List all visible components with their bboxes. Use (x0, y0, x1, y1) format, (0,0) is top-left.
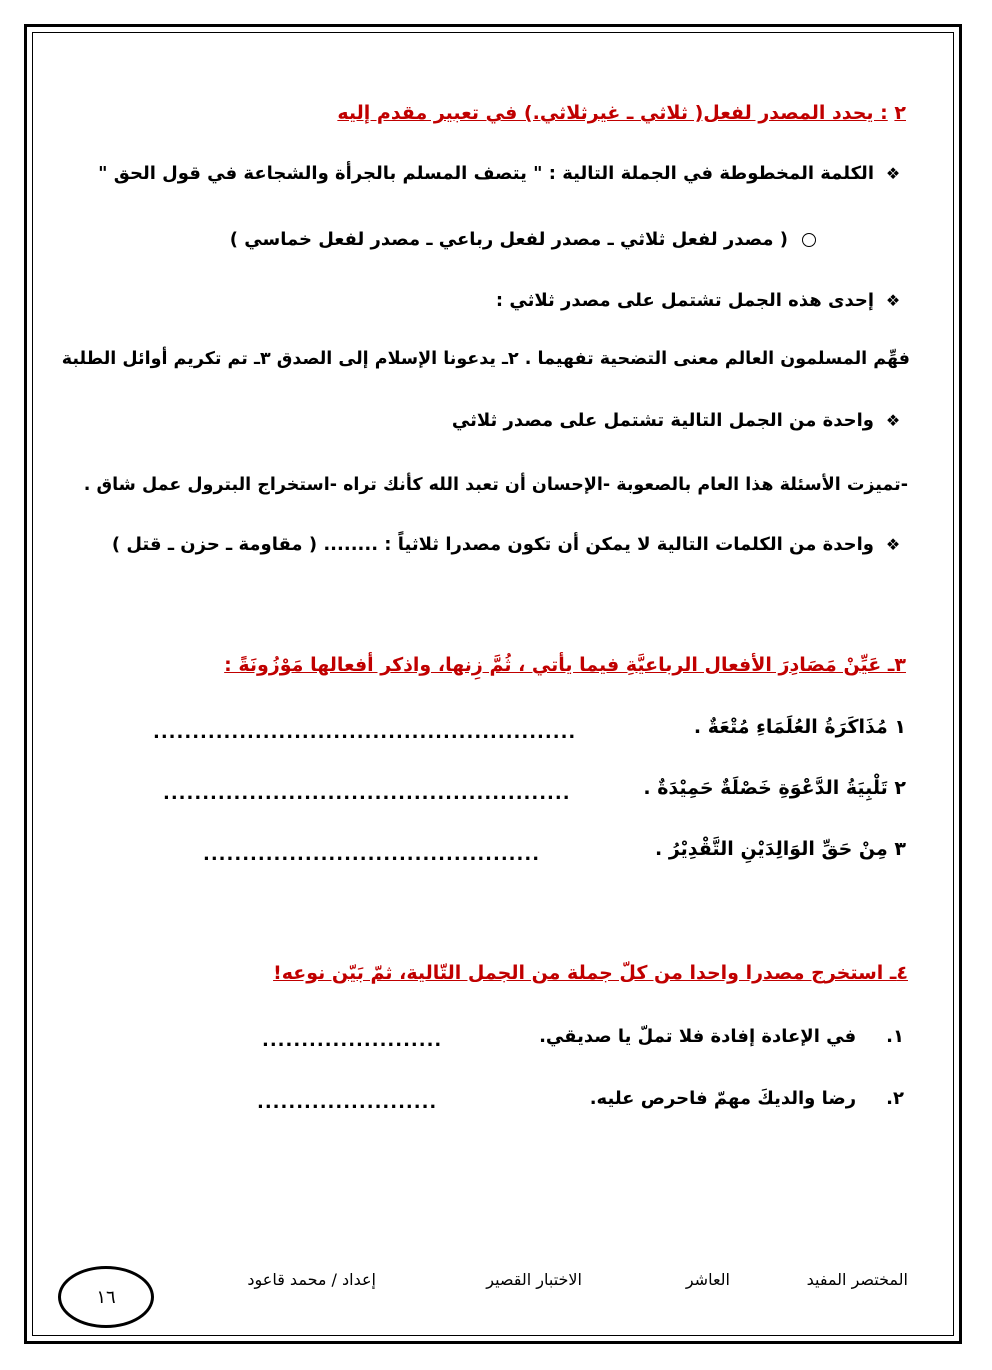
q2-item4: ❖واحدة من الكلمات التالية لا يمكن أن تكون مصدرا ثلاثياً : ........ ( مقاومة ـ حزن ـ قتل ) (112, 534, 904, 555)
q4-title: ٤ـ استخرج مصدرا واحدا من كلّ جملة من الجمل التّالية، ثمّ بَيّن نوعه! (273, 962, 908, 984)
answer-line[interactable]: ....................... (262, 1030, 443, 1051)
q2-item3: ❖واحدة من الجمل التالية تشتمل على مصدر ثلاثي (452, 410, 904, 431)
q4-item-2-number: ٢. (886, 1088, 904, 1109)
q4-item-1-number: ١. (886, 1026, 904, 1047)
q3-title: ٣ـ عَيِّنْ مَصَادِرَ الأفعال الرباعيَّةِ فيما يأتي ، ثُمَّ زِنها، واذكر أفعالها مَوْزُونَةً : (224, 654, 906, 676)
q4-item-2: ٢.رضا والديكَ مهمّ فاحرص عليه. (589, 1088, 904, 1109)
diamond-bullet-icon: ❖ (885, 164, 901, 183)
q3-item-2: ٢ تَلْبِيَةُ الدَّعْوَةِ خَصْلَةٌ حَمِيْدَةٌ . (643, 777, 906, 799)
page-border-inner (32, 32, 954, 1336)
answer-line[interactable]: ........................................... (203, 844, 541, 865)
footer-exam: الاختبار القصير (486, 1270, 582, 1289)
q3-item-3: ٣ مِنْ حَقِّ الوَالِدَيْنِ التَّقْدِيْرُ . (654, 838, 906, 860)
footer-book-title: المختصر المفيد (806, 1270, 908, 1289)
q2-item2-sentences: فهِّم المسلمون العالم معنى التضحية تفهيما . ٢ـ يدعونا الإسلام إلى الصدق ٣ـ تم تكريم أوائل الطلبة (61, 349, 910, 369)
page-number-badge (58, 1266, 154, 1328)
answer-line[interactable]: ....................... (257, 1092, 438, 1113)
answer-line[interactable]: .................................................... (163, 783, 571, 804)
q2-title-text: : يحدد المصدر لفعل( ثلاثي ـ غيرثلاثي.) في تعبير مقدم إليه (337, 102, 888, 124)
page-number: ١٦ (96, 1286, 116, 1308)
diamond-bullet-icon: ❖ (885, 411, 901, 430)
q2-title-number: ٢ (894, 102, 906, 124)
footer-grade: العاشر (685, 1270, 730, 1289)
q2-title (337, 102, 906, 124)
diamond-bullet-icon: ❖ (885, 535, 901, 554)
footer-author: إعداد / محمد قاعود (247, 1270, 376, 1289)
q2-item2: ❖إحدى هذه الجمل تشتمل على مصدر ثلاثي : (496, 290, 904, 311)
q2-item1-options: ( مصدر لفعل ثلاثي ـ مصدر لفعل رباعي ـ مصدر لفعل خماسي ) (230, 229, 816, 250)
q2-item1: ❖الكلمة المخطوطة في الجملة التالية : " يتصف المسلم بالجرأة والشجاعة في قول الحق " (98, 163, 904, 184)
q3-item-1: ١ مُذَاكَرَةُ العُلَمَاءِ مُتْعَةٌ . (693, 716, 906, 738)
answer-line[interactable]: ...................................................... (153, 722, 577, 743)
diamond-bullet-icon: ❖ (885, 291, 901, 310)
circle-bullet-icon (802, 233, 816, 247)
q2-item3-sentences: -تميزت الأسئلة هذا العام بالصعوبة -الإحسان أن تعبد الله كأنك تراه -استخراج البترول عمل شاق . (83, 475, 908, 495)
q4-item-1: ١.في الإعادة إفادة فلا تملّ يا صديقي. (539, 1026, 904, 1047)
